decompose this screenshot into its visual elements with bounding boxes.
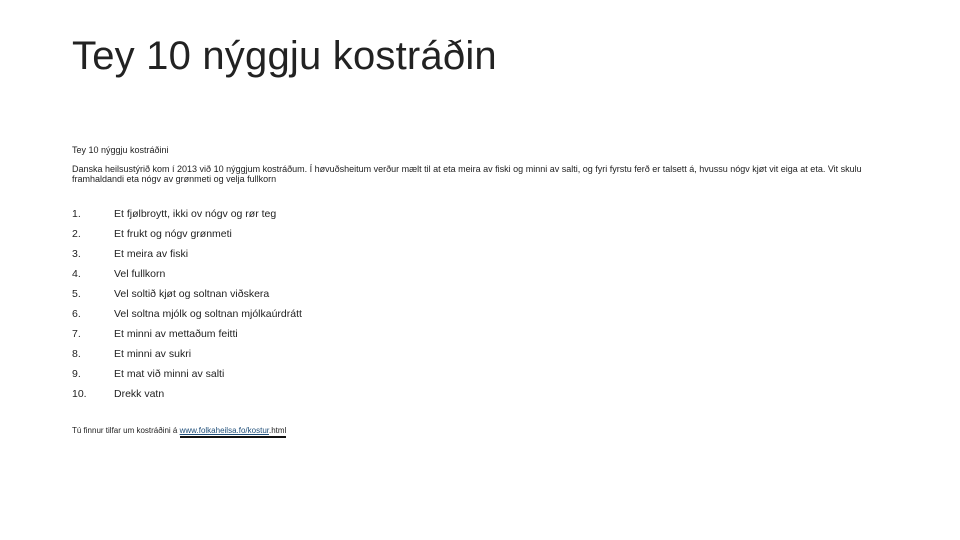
list-item-text: Vel fullkorn: [114, 268, 166, 280]
list-item-text: Drekk vatn: [114, 388, 165, 400]
list-item-text: Et meira av fiski: [114, 248, 189, 260]
list-item-number: 7.: [72, 328, 81, 340]
list-item-number: 8.: [72, 348, 81, 360]
list-item-number: 4.: [72, 268, 81, 280]
footer-suffix[interactable]: .html: [268, 426, 287, 435]
subheading: Tey 10 nýggju kostráðini: [72, 145, 169, 155]
list-item-number: 9.: [72, 368, 81, 380]
footer-link-wrapper[interactable]: [180, 426, 287, 438]
list-item-text: Vel soltna mjólk og soltnan mjólkaúrdrátt: [114, 308, 302, 320]
footer-prefix: Tú finnur tilfar um kostráðini á: [72, 426, 180, 435]
list-item-text: Et minni av sukri: [114, 348, 192, 360]
list-item-number: 2.: [72, 228, 81, 240]
footer-note: [72, 426, 286, 435]
list-item-text: Et minni av mettaðum feitti: [114, 328, 238, 340]
list-item-number: 10.: [72, 388, 87, 400]
intro-paragraph: Danska heilsustýrið kom í 2013 við 10 nýggjum kostráðum. Í høvuðsheitum verður mælt til at eta meira av fiski og minni av salti, og fyri fyrstu ferð er talsett á, hvussu nógv kjøt vit eiga at eta. Vit skulu framhaldandi eta nógv av grønmeti og velja fullkorn: [72, 164, 862, 184]
slide-title: Tey 10 nýggju kostráðin: [72, 34, 497, 78]
list-item-number: 6.: [72, 308, 81, 320]
website-link[interactable]: www.folkaheilsa.fo/kostur: [179, 426, 269, 435]
list-item-text: Et frukt og nógv grønmeti: [114, 228, 232, 240]
list-item-number: 1.: [72, 208, 81, 220]
list-item-text: Et mat við minni av salti: [114, 368, 225, 380]
list-item-number: 3.: [72, 248, 81, 260]
list-item-text: Vel soltið kjøt og soltnan viðskera: [114, 288, 270, 300]
list-item-text: Et fjølbroytt, ikki ov nógv og rør teg: [114, 208, 277, 220]
list-item-number: 5.: [72, 288, 81, 300]
